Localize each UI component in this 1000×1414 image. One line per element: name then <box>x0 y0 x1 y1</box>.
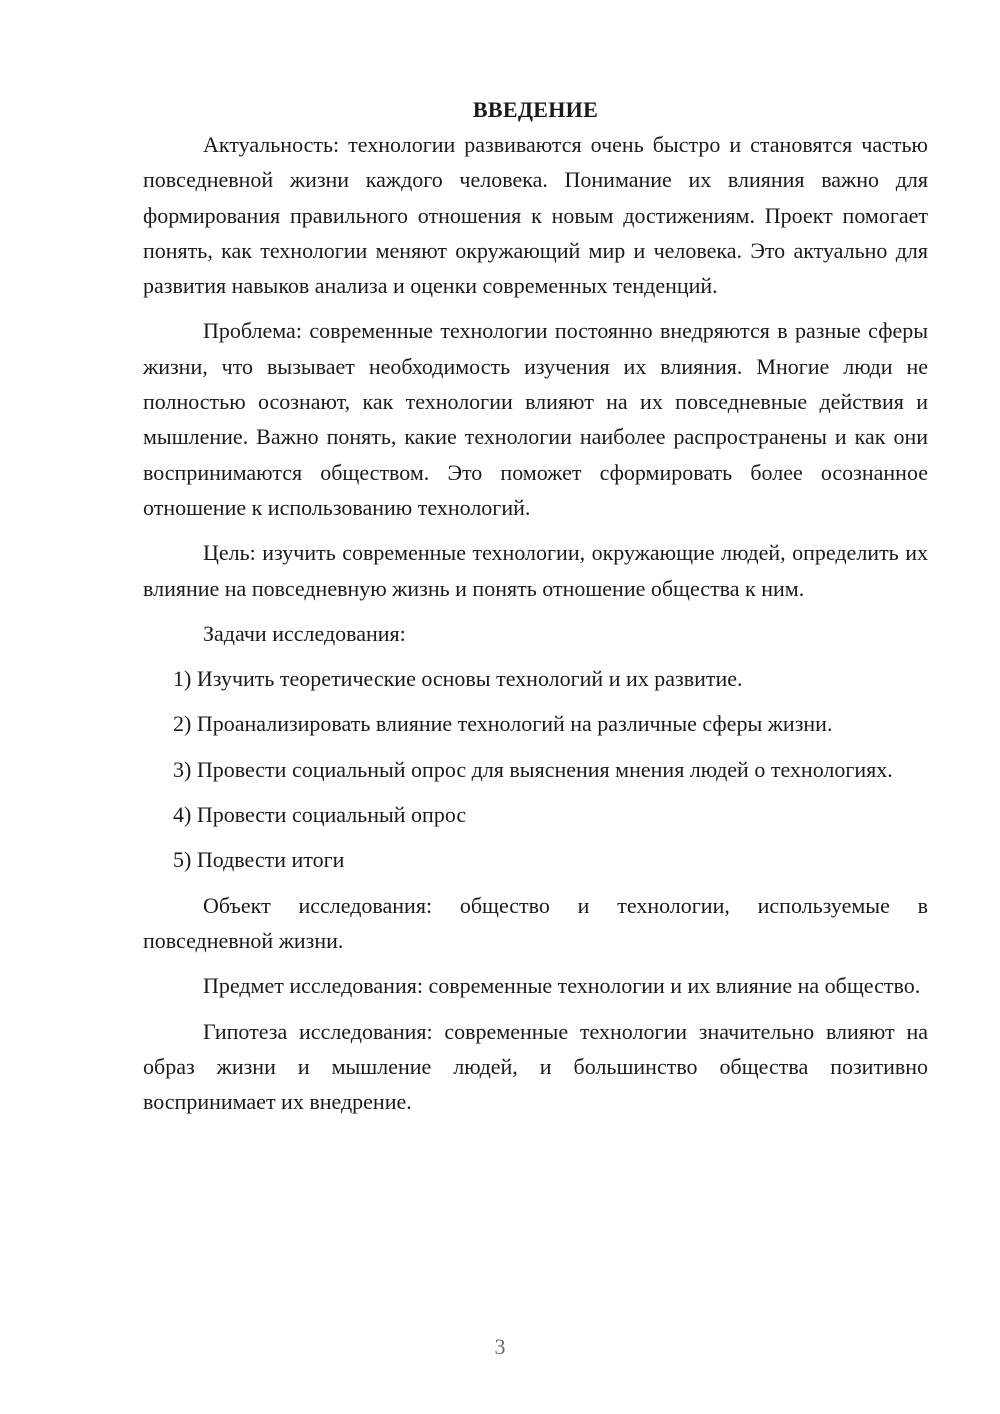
task-item-5: 5) Подвести итоги <box>173 847 345 873</box>
page-number: 3 <box>494 1334 506 1359</box>
task-item-4: 4) Провести социальный опрос <box>173 802 467 828</box>
subject-paragraph: Предмет исследования: современные технологии и их влияние на общество. <box>203 973 921 999</box>
tasks-heading: Задачи исследования: <box>203 620 406 646</box>
section-heading: ВВЕДЕНИЕ <box>472 97 599 122</box>
goal-paragraph: Цель: изучить современные технологии, окружающие людей, определить их влияние на повседневную жизнь и понять отношение общества к ним. <box>143 540 928 601</box>
problem-paragraph: Проблема: современные технологии постоянно внедряются в разные сферы жизни, что вызывает необходимость изучения их влияния. Многие люди не полностью осознают, как технологии влияют на их повседневные действия и мышление. Важно понять, какие технологии наиболее распространены и как они воспринимаются обществом. Это поможет сформировать более осознанное отношение к использованию технологий. <box>143 318 928 520</box>
object-paragraph: Объект исследования: общество и технологии, используемые в повседневной жизни. <box>143 892 928 953</box>
document-page <box>143 93 928 1119</box>
task-item-2: 2) Проанализировать влияние технологий на различные сферы жизни. <box>173 711 833 737</box>
relevance-paragraph: Актуальность: технологии развиваются очень быстро и становятся частью повседневной жизни каждого человека. Понимание их влияния важно для формирования правильного отношения к новым достижениям. Проект помогает понять, как технологии меняют окружающий мир и человека. Это актуально для развития навыков анализа и оценки современных тенденций. <box>143 132 928 299</box>
task-item-1: 1) Изучить теоретические основы технологий и их развитие. <box>173 666 743 692</box>
hypothesis-paragraph: Гипотеза исследования: современные технологии значительно влияют на образ жизни и мышление людей, и большинство общества позитивно воспринимает их внедрение. <box>143 1018 928 1115</box>
task-item-3: 3) Провести социальный опрос для выяснения мнения людей о технологиях. <box>173 756 893 782</box>
